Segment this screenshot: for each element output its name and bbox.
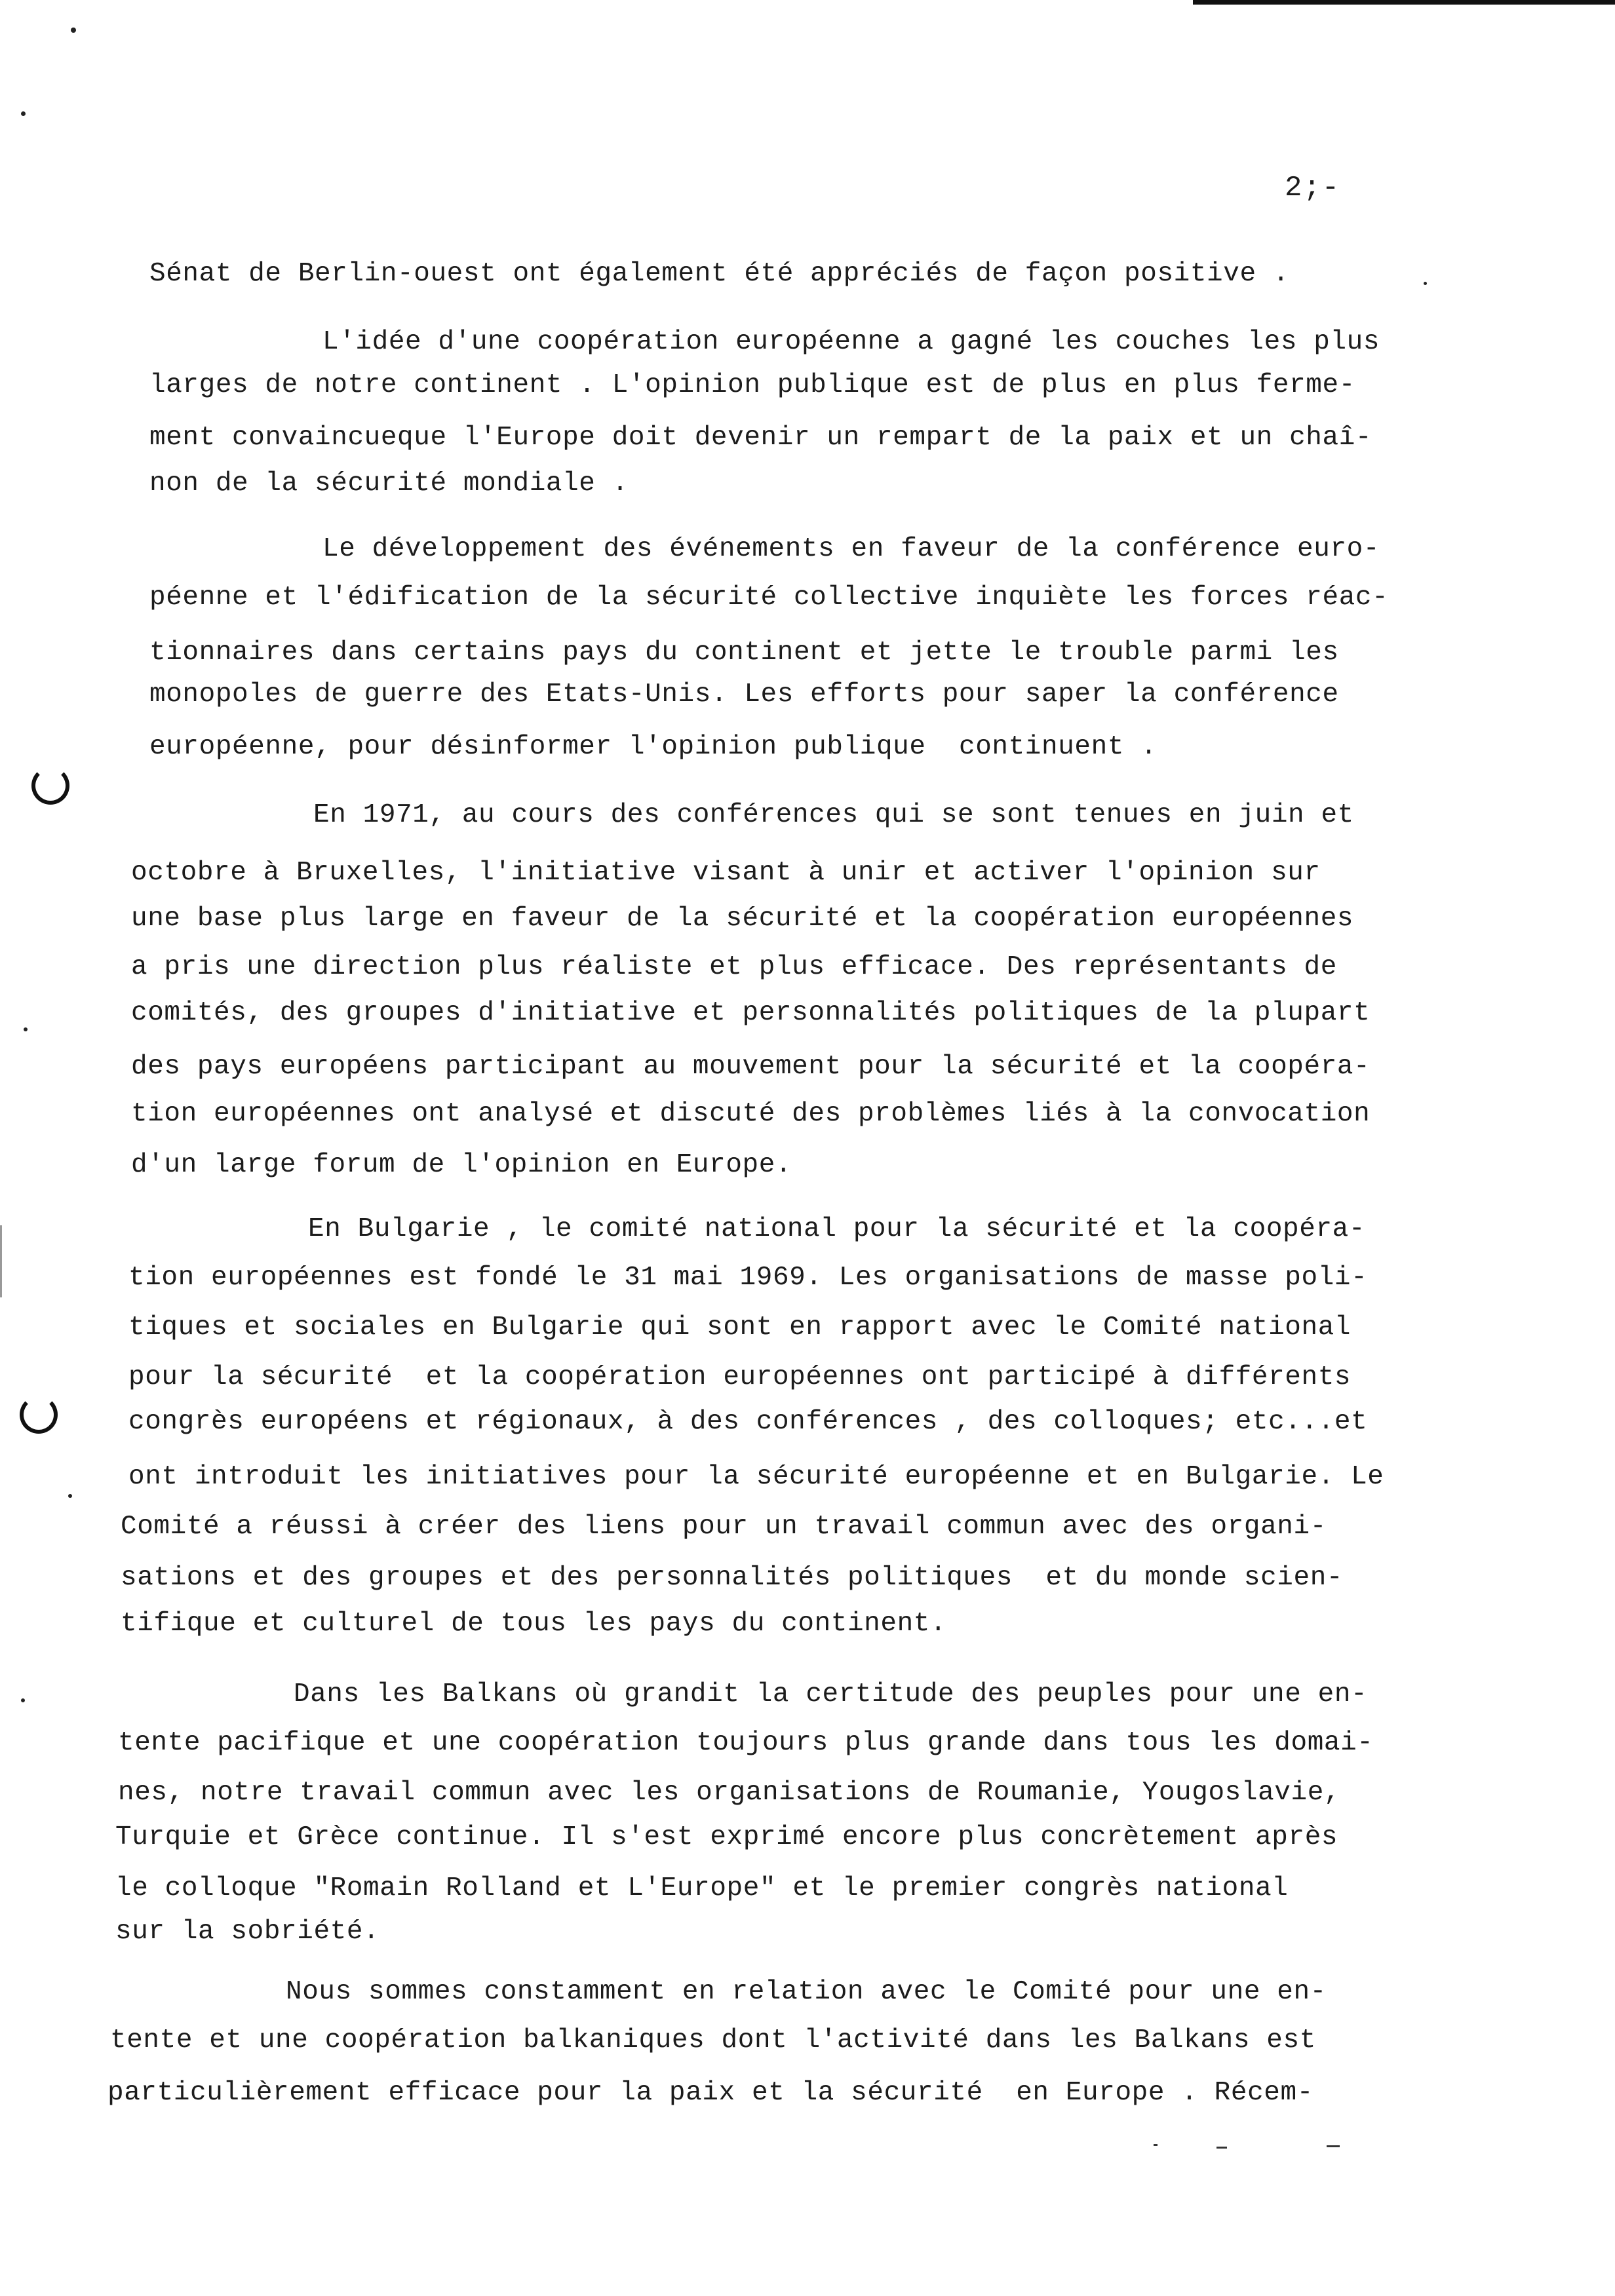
speck-mark [68,1494,72,1498]
text-line: sur la sobriété. [115,1917,380,1947]
binder-hole-mark [20,1396,58,1434]
text-line: Comité a réussi à créer des liens pour un travail commun avec des organi- [121,1512,1327,1542]
text-line: Le développement des événements en faveur de la conférence euro- [322,534,1380,564]
text-line: a pris une direction plus réaliste et plus efficace. Des représentants de [131,952,1337,982]
scan-dash-mark [1327,2145,1340,2147]
text-line: européenne, pour désinformer l'opinion publique continuent . [149,732,1158,762]
speck-mark [24,1027,28,1031]
text-line: ment convaincueque l'Europe doit devenir un rempart de la paix et un chaî- [149,423,1372,453]
speck-mark [21,111,26,116]
text-line: tion européennes ont analysé et discuté des problèmes liés à la convocation [131,1099,1371,1129]
text-line: tionnaires dans certains pays du continent et jette le trouble parmi les [149,638,1339,668]
text-line: comités, des groupes d'initiative et personnalités politiques de la plupart [131,998,1371,1028]
text-line: le colloque "Romain Rolland et L'Europe" et le premier congrès national [115,1873,1289,1904]
text-line: nes, notre travail commun avec les organisations de Roumanie, Yougoslavie, [118,1778,1341,1808]
text-line: une base plus large en faveur de la sécurité et la coopération européennes [131,904,1354,934]
text-line: L'idée d'une coopération européenne a gagné les couches les plus [322,327,1380,357]
text-line: tiques et sociales en Bulgarie qui sont en rapport avec le Comité national [128,1312,1352,1343]
text-line: ont introduit les initiatives pour la sécurité européenne et en Bulgarie. Le [128,1462,1384,1492]
text-line: tifique et culturel de tous les pays du continent. [121,1609,947,1639]
speck-mark [1424,282,1427,285]
text-line: octobre à Bruxelles, l'initiative visant à unir et activer l'opinion sur [131,858,1321,888]
text-line: En 1971, au cours des conférences qui se sont tenues en juin et [313,800,1354,830]
text-line: monopoles de guerre des Etats-Unis. Les efforts pour saper la conférence [149,679,1339,710]
text-line: congrès européens et régionaux, à des conférences , des colloques; etc...et [128,1407,1368,1437]
top-edge-rule [1193,0,1615,5]
text-line: particulièrement efficace pour la paix et la sécurité en Europe . Récem- [107,2078,1313,2108]
scan-edge-mark [0,1225,2,1297]
text-line: non de la sécurité mondiale . [149,469,629,499]
scan-dash-mark [1154,2144,1158,2146]
speck-mark [71,28,76,33]
text-line: Sénat de Berlin-ouest ont également été appréciés de façon positive . [149,259,1290,289]
text-line: Nous sommes constamment en relation avec le Comité pour une en- [286,1977,1327,2007]
text-line: Turquie et Grèce continue. Il s'est exprimé encore plus concrètement après [115,1822,1338,1852]
text-line: d'un large forum de l'opinion en Europe. [131,1150,792,1180]
binder-hole-mark [31,767,69,805]
text-line: larges de notre continent . L'opinion publique est de plus en plus ferme- [149,370,1355,400]
scan-dash-mark [1216,2147,1227,2149]
text-line: péenne et l'édification de la sécurité collective inquiète les forces réac- [149,583,1389,613]
text-line: Dans les Balkans où grandit la certitude des peuples pour une en- [294,1679,1368,1710]
text-line: tente et une coopération balkaniques dont l'activité dans les Balkans est [110,2025,1316,2056]
text-line: des pays européens participant au mouvement pour la sécurité et la coopéra- [131,1052,1371,1082]
speck-mark [21,1698,25,1702]
text-line: pour la sécurité et la coopération européennes ont participé à différents [128,1362,1352,1392]
page-number: 2;- [1285,172,1341,204]
text-line: tente pacifique et une coopération toujours plus grande dans tous les domai- [118,1728,1374,1758]
text-line: sations et des groupes et des personnalités politiques et du monde scien- [121,1563,1344,1593]
text-line: En Bulgarie , le comité national pour la sécurité et la coopéra- [308,1214,1366,1244]
text-line: tion européennes est fondé le 31 mai 1969. Les organisations de masse poli- [128,1263,1368,1293]
